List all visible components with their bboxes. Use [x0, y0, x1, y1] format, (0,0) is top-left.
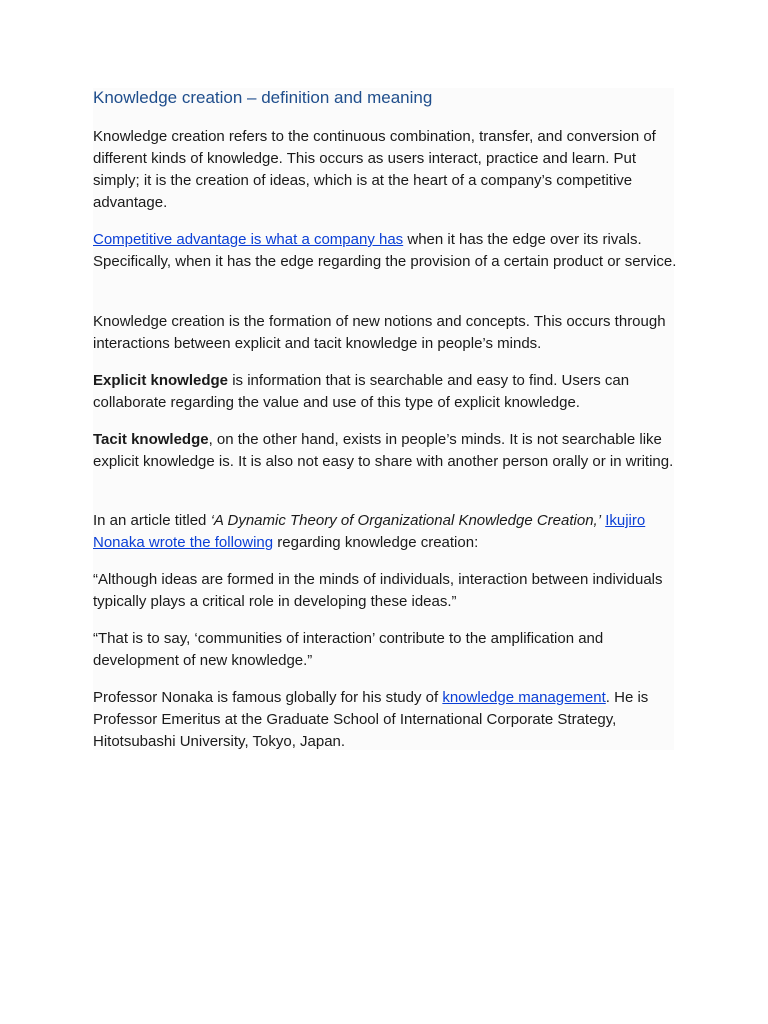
paragraph-competitive-advantage	[93, 229, 677, 273]
paragraph-definition: Knowledge creation refers to the continuous combination, transfer, and conversion of different kinds of knowledge. This occurs as users interact, practice and learn. Put simply; it is the creation of ideas, which is at the heart of a company’s competitive advantage.	[93, 128, 656, 211]
paragraph-explicit-knowledge	[93, 370, 677, 414]
paragraph-text: Professor Nonaka is famous globally for his study of	[93, 689, 443, 706]
document-page	[93, 88, 677, 750]
paragraph-tacit-knowledge	[93, 429, 677, 473]
nonaka-link[interactable]: Ikujiro Nonaka wrote the following	[93, 512, 646, 551]
paragraph-text: when it has the edge over its rivals. Specifically, when it has the edge regarding the provision of a certain product or service.	[93, 231, 677, 270]
paragraph-text: . He is Professor Emeritus at the Graduate School of International Corporate Strategy, Hitotsubashi University, Tokyo, Japan.	[93, 689, 649, 750]
knowledge-management-link[interactable]: knowledge management	[442, 689, 606, 706]
paragraph-text: , on the other hand, exists in people’s minds. It is not searchable like explicit knowledge is. It is also not easy to share with another person orally or in writing.	[93, 431, 674, 470]
tacit-knowledge-term: Tacit knowledge	[93, 431, 209, 448]
paragraph-text: regarding knowledge creation:	[273, 534, 479, 551]
paragraph-text: is information that is searchable and easy to find. Users can collaborate regarding the value and use of this type of explicit knowledge.	[93, 372, 630, 411]
article-title-italic: ‘A Dynamic Theory of Organizational Knowledge Creation,’	[210, 512, 602, 529]
paragraph-article-reference	[93, 510, 677, 554]
quote-ideas: “Although ideas are formed in the minds of individuals, interaction between individuals typically plays a critical role in developing these ideas.”	[93, 571, 663, 610]
quote-communities: “That is to say, ‘communities of interaction’ contribute to the amplification and development of new knowledge.”	[93, 630, 604, 669]
paragraph-professor-nonaka	[93, 687, 677, 753]
paragraph-formation: Knowledge creation is the formation of new notions and concepts. This occurs through interactions between explicit and tacit knowledge in people’s minds.	[93, 313, 666, 352]
competitive-advantage-link[interactable]: Competitive advantage is what a company has	[93, 231, 404, 248]
page-title: Knowledge creation – definition and meaning	[93, 88, 433, 107]
paragraph-text: In an article titled	[93, 512, 211, 529]
explicit-knowledge-term: Explicit knowledge	[93, 372, 229, 389]
